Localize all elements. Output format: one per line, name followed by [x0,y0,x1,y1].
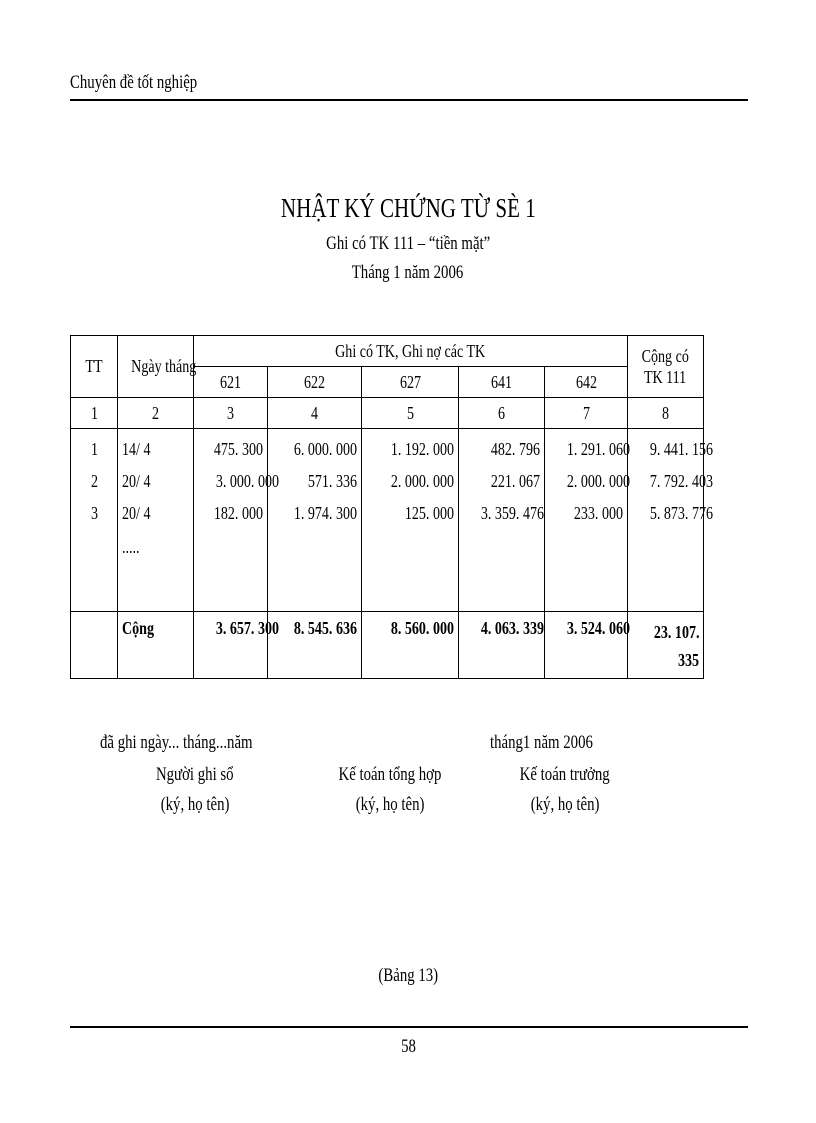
general-accountant-title: Kế toán tổng hợp [338,764,442,785]
header-account: 641 [459,367,545,398]
column-number: 5 [362,398,459,429]
header-divider [70,99,748,101]
table-row-blank [71,565,704,612]
row-value: 1. 192. 000 [362,429,459,466]
column-number: 1 [71,398,118,429]
row-tt: 3 [71,497,118,529]
row-value: 233. 000 [545,497,628,529]
document-subtitle-text: Ghi có TK 111 – “tiền mặt” [325,233,491,254]
header-account: 622 [268,367,362,398]
page-header-text: Chuyên đề tốt nghiệp [70,72,198,93]
column-number: 8 [628,398,704,429]
table-row [71,497,704,529]
row-date: 20/ 4 [118,465,194,497]
total-value: 3. 524. 060 [545,612,628,679]
document-title [0,193,816,224]
column-number: 6 [459,398,545,429]
grand-total: 23. 107. 335 [628,612,704,679]
table-total-row [71,612,704,679]
header-group: Ghi có TK, Ghi nợ các TK [194,336,628,367]
table-caption: (Bảng 13) [378,965,438,986]
row-value: 2. 000. 000 [545,465,628,497]
row-tt: 2 [71,465,118,497]
chief-accountant-title: Kế toán trưởng [520,764,610,785]
row-value: 182. 000 [194,497,268,529]
header-total: Cộng có TK 111 [628,336,704,398]
row-value: 221. 067 [459,465,545,497]
page-number: 58 [400,1036,416,1057]
document-period [0,262,816,284]
table-row-ellipsis [71,529,704,565]
row-value: 475. 300 [194,429,268,466]
row-tt: 1 [71,429,118,466]
table-column-number-row [71,398,704,429]
total-value: 8. 545. 636 [268,612,362,679]
row-total: 7. 792. 403 [628,465,704,497]
date-note: tháng1 năm 2006 [490,732,593,753]
total-value: 3. 657. 300 [194,612,268,679]
row-value: 3. 359. 476 [459,497,545,529]
row-value: 571. 336 [268,465,362,497]
total-value: 4. 063. 339 [459,612,545,679]
recorder-signature-hint: (ký, họ tên) [160,794,230,815]
header-account: 627 [362,367,459,398]
table-header-row [71,336,704,367]
chief-accountant-signature-hint: (ký, họ tên) [530,794,600,815]
row-value: 3. 000. 000 [194,465,268,497]
row-value: 1. 291. 060 [545,429,628,466]
document-subtitle [0,233,816,255]
column-number: 4 [268,398,362,429]
row-value: 125. 000 [362,497,459,529]
column-number: 2 [118,398,194,429]
row-value: 482. 796 [459,429,545,466]
row-value: 2. 000. 000 [362,465,459,497]
document-title-text: NHẬT KÝ CHỨNG TỪ SÈ 1 [280,193,536,223]
header-account: 642 [545,367,628,398]
document-period-text: Tháng 1 năm 2006 [352,262,464,283]
header-tt: TT [71,336,118,398]
general-accountant-signature-hint: (ký, họ tên) [355,794,425,815]
row-value: 6. 000. 000 [268,429,362,466]
total-value: 8. 560. 000 [362,612,459,679]
header-account: 621 [194,367,268,398]
table-row [71,429,704,466]
column-number: 3 [194,398,268,429]
row-total: 9. 441. 156 [628,429,704,466]
column-number: 7 [545,398,628,429]
row-total: 5. 873. 776 [628,497,704,529]
page-header [70,72,233,94]
footer-divider [70,1026,748,1028]
ellipsis-marker: ..... [118,529,194,565]
table-row [71,465,704,497]
recorder-title: Người ghi sổ [156,764,234,785]
recorded-note: đã ghi ngày... tháng...năm [100,732,253,753]
row-value: 1. 974. 300 [268,497,362,529]
header-date: Ngày tháng [118,336,194,398]
journal-table [70,335,713,679]
total-label: Cộng [118,612,194,679]
row-date: 14/ 4 [118,429,194,466]
row-date: 20/ 4 [118,497,194,529]
